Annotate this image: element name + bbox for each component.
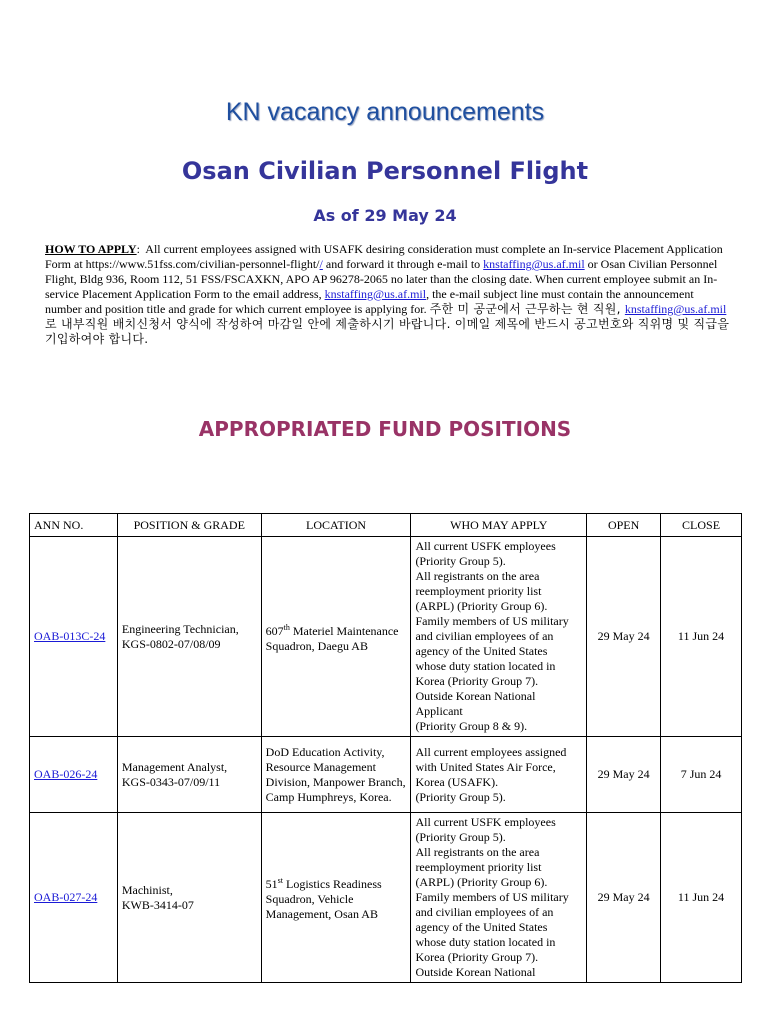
section-title: APPROPRIATED FUND POSITIONS bbox=[198, 417, 572, 441]
who-line: (Priority Group 8 & 9). bbox=[415, 719, 528, 733]
korean-text-1: 주한 미 공군에서 근무하는 현 직원, bbox=[429, 302, 625, 316]
who-line: whose duty station located in bbox=[415, 659, 556, 673]
positions-table bbox=[29, 513, 742, 983]
position-cell bbox=[117, 813, 261, 983]
who-line: (Priority Group 5). bbox=[415, 830, 506, 844]
how-to-apply-text-2: and forward it through e-mail to bbox=[322, 257, 484, 271]
announcement-link[interactable]: OAB-027-24 bbox=[34, 890, 98, 904]
korean-text-2: 로 내부직원 배치신청서 양식에 작성하여 마감일 안에 제출하시기 바랍니다. 이메일 제목에 반드시 공고번호와 직위명 및 직급을 기입하여야 합니다. bbox=[45, 317, 730, 346]
page-title: KN vacancy announcements bbox=[225, 98, 545, 126]
who-line: (Priority Group 5). bbox=[415, 554, 506, 568]
who-line: agency of the United States bbox=[415, 920, 548, 934]
location-ordinal: 51 bbox=[265, 877, 278, 891]
announcement-link[interactable]: OAB-026-24 bbox=[34, 767, 98, 781]
position-cell bbox=[117, 737, 261, 813]
open-date: 29 May 24 bbox=[587, 813, 661, 983]
who-line: (ARPL) (Priority Group 6). bbox=[415, 875, 548, 889]
who-line: Family members of US military bbox=[415, 890, 569, 904]
who-line: Korea (Priority Group 7). bbox=[415, 950, 539, 964]
col-position-grade: POSITION & GRADE bbox=[117, 514, 261, 537]
who-line: agency of the United States bbox=[415, 644, 548, 658]
close-date: 7 Jun 24 bbox=[661, 737, 742, 813]
how-to-apply-text-4: , the e-mail subject line must contain the announcement number and position title and grade for which current employee is applying for. bbox=[45, 287, 694, 316]
location-text: Logistics Readiness Squadron, Vehicle Management, Osan AB bbox=[265, 877, 382, 921]
who-may-apply-cell bbox=[411, 737, 587, 813]
who-may-apply-cell bbox=[411, 813, 587, 983]
who-line: and civilian employees of an bbox=[415, 629, 554, 643]
open-date: 29 May 24 bbox=[587, 737, 661, 813]
position-grade: KGS-0802-07/08/09 bbox=[121, 636, 221, 651]
who-line: (Priority Group 5). bbox=[415, 789, 506, 804]
position-cell bbox=[117, 537, 261, 737]
table-row bbox=[30, 813, 742, 983]
col-location: LOCATION bbox=[261, 514, 411, 537]
table-row bbox=[30, 737, 742, 813]
table-row bbox=[30, 537, 742, 737]
how-to-apply-sep: : bbox=[136, 242, 140, 256]
location-cell bbox=[261, 813, 411, 983]
location-ordinal-suffix: th bbox=[283, 622, 290, 632]
how-to-apply-text-3: or Osan Civilian Personnel Flight, Bldg 936, Room 112, 51 FSS/FSCAXKN, APO AP 96278-2065 no later than the closing date. When current employee submit an In-service Placement Application Form to the email address, bbox=[45, 257, 718, 301]
how-to-apply-text-1: All current employees assigned with USAFK desiring consideration must complete an In-service Placement Application Form at https://www.51fss.com/civilian-personnel-flight/ bbox=[45, 242, 723, 271]
col-who-may-apply: WHO MAY APPLY bbox=[411, 514, 587, 537]
who-line: All registrants on the area bbox=[415, 845, 540, 859]
col-open: OPEN bbox=[587, 514, 661, 537]
position-grade: KWB-3414-07 bbox=[121, 897, 194, 912]
email-link-1[interactable]: knstaffing@us.af.mil bbox=[483, 257, 585, 271]
open-date: 29 May 24 bbox=[587, 537, 661, 737]
as-of-date: As of 29 May 24 bbox=[313, 206, 457, 225]
fss-link-slash[interactable]: / bbox=[319, 257, 323, 271]
location-cell bbox=[261, 537, 411, 737]
location-ordinal-suffix: st bbox=[277, 876, 283, 885]
location-cell: DoD Education Activity, Resource Management Division, Manpower Branch, Camp Humphreys, Korea. bbox=[261, 737, 411, 813]
position-title: Engineering Technician, bbox=[121, 621, 239, 636]
position-grade: KGS-0343-07/09/11 bbox=[121, 774, 221, 789]
who-line: Family members of US military bbox=[415, 614, 569, 628]
location-text: Materiel Maintenance Squadron, Daegu AB bbox=[265, 623, 399, 653]
col-close: CLOSE bbox=[661, 514, 742, 537]
email-link-3[interactable]: knstaffing@us.af.mil bbox=[624, 302, 727, 316]
col-ann-no: ANN NO. bbox=[30, 514, 118, 537]
how-to-apply-label: HOW TO APPLY bbox=[45, 242, 137, 256]
email-link-2[interactable]: knstaffing@us.af.mil bbox=[324, 287, 427, 301]
who-line: All registrants on the area bbox=[415, 569, 540, 583]
who-line: Korea (USAFK). bbox=[415, 774, 499, 789]
close-date: 11 Jun 24 bbox=[661, 813, 742, 983]
who-line: with United States Air Force, bbox=[415, 759, 556, 774]
close-date: 11 Jun 24 bbox=[661, 537, 742, 737]
table-header-row bbox=[30, 514, 742, 537]
who-line: whose duty station located in bbox=[415, 935, 556, 949]
who-line: and civilian employees of an bbox=[415, 905, 554, 919]
who-line: Applicant bbox=[415, 704, 463, 718]
who-line: reemployment priority list bbox=[415, 860, 542, 874]
position-title: Machinist, bbox=[121, 882, 173, 897]
who-line: All current employees assigned bbox=[415, 744, 567, 759]
who-line: reemployment priority list bbox=[415, 584, 542, 598]
who-line: All current USFK employees bbox=[415, 815, 556, 829]
position-title: Management Analyst, bbox=[121, 759, 228, 774]
who-may-apply-cell bbox=[411, 537, 587, 737]
how-to-apply bbox=[45, 242, 730, 347]
org-title: Osan Civilian Personnel Flight bbox=[181, 157, 589, 185]
who-line: Outside Korean National bbox=[415, 965, 536, 979]
announcement-link[interactable]: OAB-013C-24 bbox=[34, 629, 106, 643]
who-line: Korea (Priority Group 7). bbox=[415, 674, 539, 688]
who-line: All current USFK employees bbox=[415, 539, 556, 553]
who-line: (ARPL) (Priority Group 6). bbox=[415, 599, 548, 613]
who-line: Outside Korean National bbox=[415, 689, 536, 703]
location-ordinal: 607 bbox=[265, 623, 284, 638]
